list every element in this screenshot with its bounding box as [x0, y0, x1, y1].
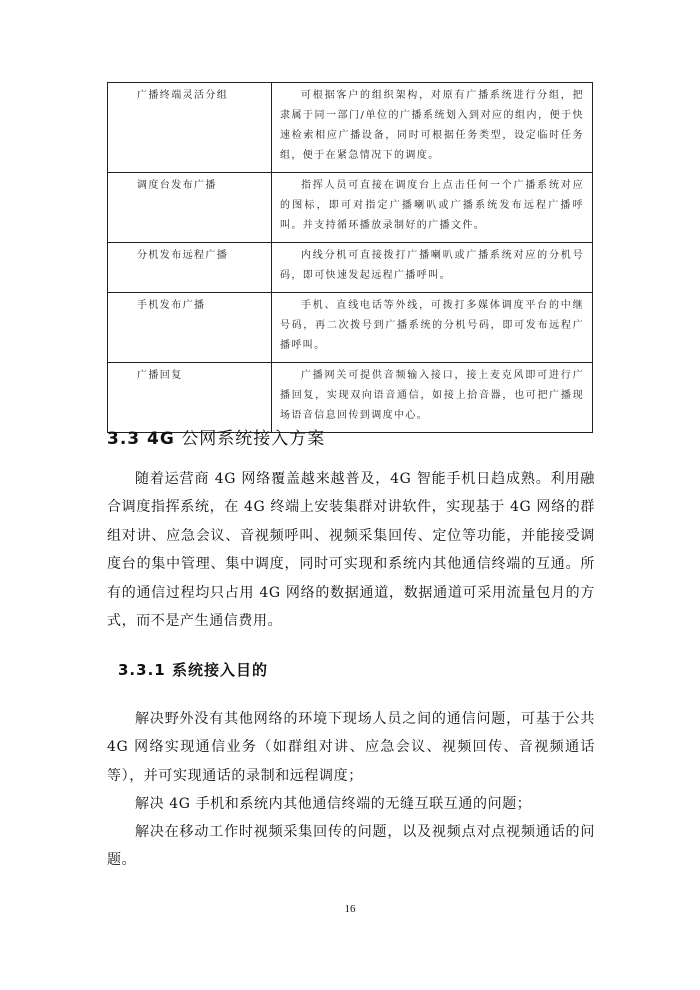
- goal-paragraph: 解决 4G 手机和系统内其他通信终端的无缝互联互通的问题；: [135, 796, 532, 812]
- feature-description: 可根据客户的组织架构，对原有广播系统进行分组，把隶属于同一部门/单位的广播系统划入到对应的组内，便于快速检索相应广播设备，同时可根据任务类型，设定临时任务组，便于在紧急情况下的调度。: [272, 83, 593, 173]
- page-number: 16: [344, 903, 356, 915]
- subsection-heading: [118, 659, 268, 680]
- subsection-title: 系统接入目的: [165, 661, 268, 679]
- broadcast-feature-table: [107, 82, 593, 433]
- feature-name: 分机发布远程广播: [108, 243, 272, 293]
- feature-name: 广播终端灵活分组: [108, 83, 272, 173]
- table-row: [108, 293, 593, 363]
- feature-description: 指挥人员可直接在调度台上点击任何一个广播系统对应的图标，即可对指定广播喇叭或广播系统发布远程广播呼叫。并支持循环播放录制好的广播文件。: [272, 173, 593, 243]
- feature-description: 手机、直线电话等外线，可拨打多媒体调度平台的中继号码，再二次拨号到广播系统的分机号码，即可发布远程广播呼叫。: [272, 293, 593, 363]
- table-row: [108, 83, 593, 173]
- feature-name: 广播回复: [108, 363, 272, 433]
- feature-name: 调度台发布广播: [108, 173, 272, 243]
- table-row: [108, 363, 593, 433]
- subsection-number: 3.3.1: [118, 661, 166, 679]
- intro-paragraph: 随着运营商 4G 网络覆盖越来越普及，4G 智能手机日趋成熟。利用融合调度指挥系统，在 4G 终端上安装集群对讲软件，实现基于 4G 网络的群组对讲、应急会议、音视频呼叫、视频采集回传、定位等功能，并能接受调度台的集中管理、集中调度，同时可实现和系统内其他通信终端的互通。所有的通信过程均只占用 4G 网络的数据通道，数据通道可采用流量包月的方式，而不是产生通信费用。: [107, 471, 595, 630]
- section-title: 公网系统接入方案: [174, 429, 326, 449]
- goal-paragraph: 解决野外没有其他网络的环境下现场人员之间的通信问题，可基于公共 4G 网络实现通信业务（如群组对讲、应急会议、视频回传、音视频通话等），并可实现通话的录制和远程调度；: [107, 711, 595, 784]
- feature-description: 广播网关可提供音频输入接口，接上麦克风即可进行广播回复，实现双向语音通信，如接上拾音器，也可把广播现场语音信息回传到调度中心。: [272, 363, 593, 433]
- feature-description: 内线分机可直接拨打广播喇叭或广播系统对应的分机号码，即可快速发起远程广播呼叫。: [272, 243, 593, 293]
- section-heading: [107, 424, 325, 449]
- table-row: [108, 243, 593, 293]
- section-number: 3.3 4G: [107, 429, 175, 449]
- table-row: [108, 173, 593, 243]
- goal-paragraph: 解决在移动工作时视频采集回传的问题，以及视频点对点视频通话的问题。: [107, 824, 595, 869]
- feature-name: 手机发布广播: [108, 293, 272, 363]
